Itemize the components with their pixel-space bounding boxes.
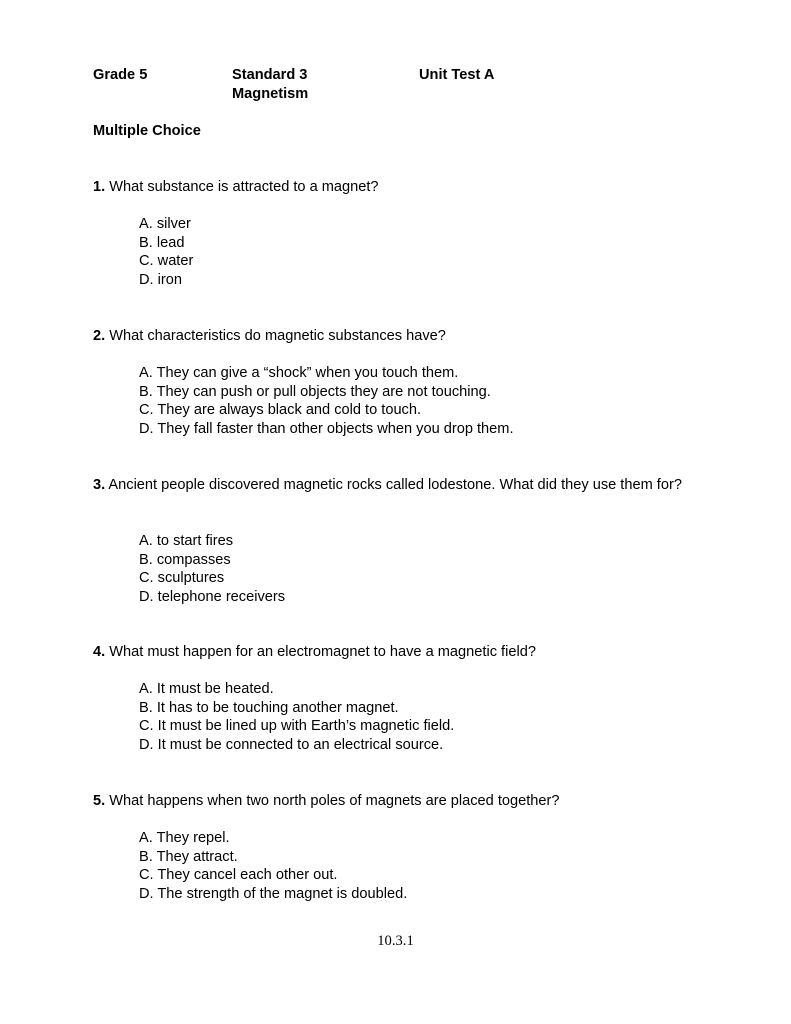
- choice-a[interactable]: A. They can give a “shock” when you touch them.: [139, 365, 459, 381]
- choice-b[interactable]: B. lead: [139, 234, 185, 251]
- choice-b[interactable]: B. compasses: [139, 551, 231, 568]
- choice-a[interactable]: A. to start fires: [139, 533, 234, 549]
- choices-5: [139, 829, 407, 903]
- question-number: 3.: [93, 477, 106, 493]
- choice-c[interactable]: C. It must be lined up with Earth’s magnetic field.: [139, 718, 455, 735]
- choice-a[interactable]: A. They repel.: [139, 830, 230, 846]
- question-4: [93, 643, 703, 662]
- choice-d[interactable]: D. They fall faster than other objects when you drop them.: [139, 420, 514, 437]
- choice-a[interactable]: A. silver: [139, 216, 191, 232]
- test-label: Unit Test A: [419, 67, 495, 83]
- choices-1: [139, 215, 193, 289]
- question-1: [93, 178, 703, 197]
- section-title: Multiple Choice: [93, 123, 201, 139]
- question-text: What substance is attracted to a magnet?: [105, 179, 379, 195]
- choices-4: [139, 680, 454, 754]
- choice-b[interactable]: B. It has to be touching another magnet.: [139, 699, 399, 716]
- topic-label: Magnetism: [232, 86, 309, 102]
- choice-a[interactable]: A. It must be heated.: [139, 681, 274, 697]
- choice-b[interactable]: B. They can push or pull objects they are not touching.: [139, 383, 491, 400]
- choice-c[interactable]: C. sculptures: [139, 570, 225, 587]
- standard-label: Standard 3: [232, 67, 308, 83]
- question-number: 4.: [93, 644, 106, 660]
- choices-2: [139, 364, 514, 438]
- choice-c[interactable]: C. They cancel each other out.: [139, 867, 338, 884]
- choice-d[interactable]: D. iron: [139, 271, 182, 288]
- question-text: What characteristics do magnetic substances have?: [105, 328, 446, 344]
- choice-c[interactable]: C. water: [139, 253, 194, 270]
- question-text: What happens when two north poles of magnets are placed together?: [105, 793, 560, 809]
- question-text: What must happen for an electromagnet to have a magnetic field?: [105, 644, 536, 660]
- question-number: 5.: [93, 793, 106, 809]
- question-text: Ancient people discovered magnetic rocks called lodestone. What did they use them for?: [105, 477, 682, 493]
- choice-d[interactable]: D. It must be connected to an electrical source.: [139, 736, 444, 753]
- grade-label: Grade 5: [93, 67, 148, 83]
- page-number: 10.3.1: [377, 933, 414, 949]
- choice-b[interactable]: B. They attract.: [139, 848, 238, 865]
- question-number: 1.: [93, 179, 106, 195]
- choice-d[interactable]: D. telephone receivers: [139, 588, 286, 605]
- question-3: [93, 476, 703, 495]
- question-5: [93, 792, 703, 811]
- choices-3: [139, 532, 285, 606]
- choice-c[interactable]: C. They are always black and cold to touch.: [139, 402, 422, 419]
- question-number: 2.: [93, 328, 106, 344]
- question-2: [93, 327, 703, 346]
- choice-d[interactable]: D. The strength of the magnet is doubled.: [139, 885, 408, 902]
